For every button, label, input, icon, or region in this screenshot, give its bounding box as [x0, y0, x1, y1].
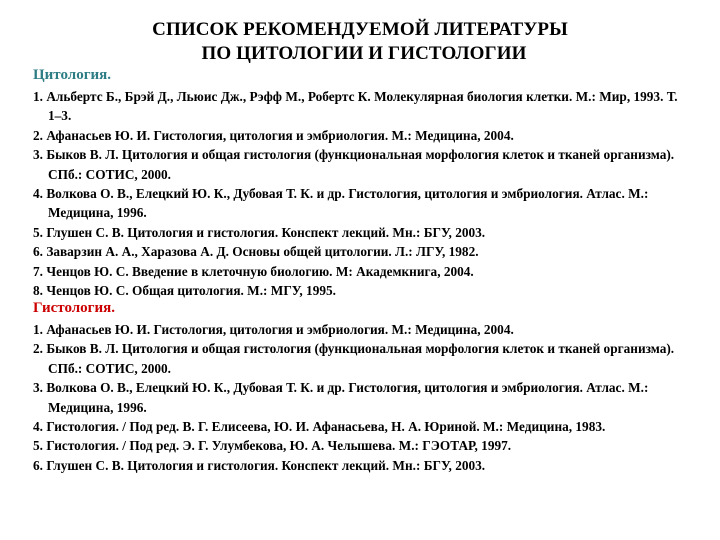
list-item	[33, 184, 693, 223]
item-text: Быков В. Л. Цитология и общая гистология (функциональная морфология клеток и тканей организма). СПб.: СОТИС, 2000.	[46, 147, 675, 182]
list-item	[33, 262, 693, 281]
title-line-1: СПИСОК РЕКОМЕНДУЕМОЙ ЛИТЕРАТУРЫ	[152, 19, 568, 40]
list-item	[33, 87, 693, 126]
item-text: Глушен С. В. Цитология и гистология. Конспект лекций. Мн.: БГУ, 2003.	[46, 224, 486, 240]
item-number: 4.	[33, 419, 43, 435]
item-number: 1.	[33, 322, 43, 337]
list-item	[33, 281, 693, 300]
list-item	[33, 436, 693, 455]
item-text: Гистология. / Под ред. Э. Г. Улумбекова, Ю. А. Челышева. М.: ГЭОТАР, 1997.	[46, 438, 512, 454]
item-number: 4.	[33, 186, 43, 202]
item-text: Афанасьев Ю. И. Гистология, цитология и эмбриология. М.: Медицина, 2004.	[46, 127, 514, 143]
item-number: 5.	[33, 438, 43, 454]
item-number: 6.	[33, 457, 43, 473]
list-item	[33, 378, 693, 417]
item-number: 6.	[33, 244, 43, 260]
item-text: Заварзин А. А., Харазова А. Д. Основы общей цитологии. Л.: ЛГУ, 1982.	[46, 244, 479, 260]
item-number: 3.	[33, 147, 43, 163]
item-number: 1.	[33, 89, 43, 104]
page-title	[0, 18, 720, 66]
list-item	[33, 456, 693, 475]
cytology-reference-list	[33, 87, 693, 300]
histology-reference-list	[33, 320, 693, 475]
item-number: 2.	[33, 127, 43, 143]
item-number: 7.	[33, 263, 43, 279]
item-text: Ченцов Ю. С. Общая цитология. М.: МГУ, 1995.	[46, 283, 336, 299]
item-text: Волкова О. В., Елецкий Ю. К., Дубовая Т. К. и др. Гистология, цитология и эмбриология. Атлас. М.: Медицина, 1996.	[46, 186, 649, 221]
list-item	[33, 242, 693, 261]
item-number: 3.	[33, 380, 43, 396]
section-heading-histology: Гистология.	[33, 300, 115, 316]
list-item	[33, 320, 693, 339]
section-heading-cytology: Цитология.	[33, 67, 112, 83]
item-number: 5.	[33, 224, 43, 240]
item-text: Ченцов Ю. С. Введение в клеточную биологию. М: Академкнига, 2004.	[46, 263, 474, 279]
item-text: Афанасьев Ю. И. Гистология, цитология и эмбриология. М.: Медицина, 2004.	[46, 322, 514, 337]
item-text: Глушен С. В. Цитология и гистология. Конспект лекций. Мн.: БГУ, 2003.	[46, 457, 486, 473]
title-line-2: ПО ЦИТОЛОГИИ И ГИСТОЛОГИИ	[201, 43, 527, 64]
list-item	[33, 223, 693, 242]
list-item	[33, 339, 693, 378]
item-text: Гистология. / Под ред. В. Г. Елисеева, Ю. И. Афанасьева, Н. А. Юриной. М.: Медицина, 1983.	[46, 419, 606, 435]
list-item	[33, 145, 693, 184]
item-text: Альбертс Б., Брэй Д., Льюис Дж., Рэфф М., Робертс К. Молекулярная биология клетки. М.: Мир, 1993. Т. 1–3.	[46, 89, 678, 124]
item-text: Быков В. Л. Цитология и общая гистология (функциональная морфология клеток и тканей организма). СПб.: СОТИС, 2000.	[46, 341, 675, 376]
list-item	[33, 417, 693, 436]
list-item	[33, 126, 693, 145]
item-number: 8.	[33, 283, 43, 299]
item-text: Волкова О. В., Елецкий Ю. К., Дубовая Т. К. и др. Гистология, цитология и эмбриология. Атлас. М.: Медицина, 1996.	[46, 380, 649, 415]
item-number: 2.	[33, 341, 43, 357]
